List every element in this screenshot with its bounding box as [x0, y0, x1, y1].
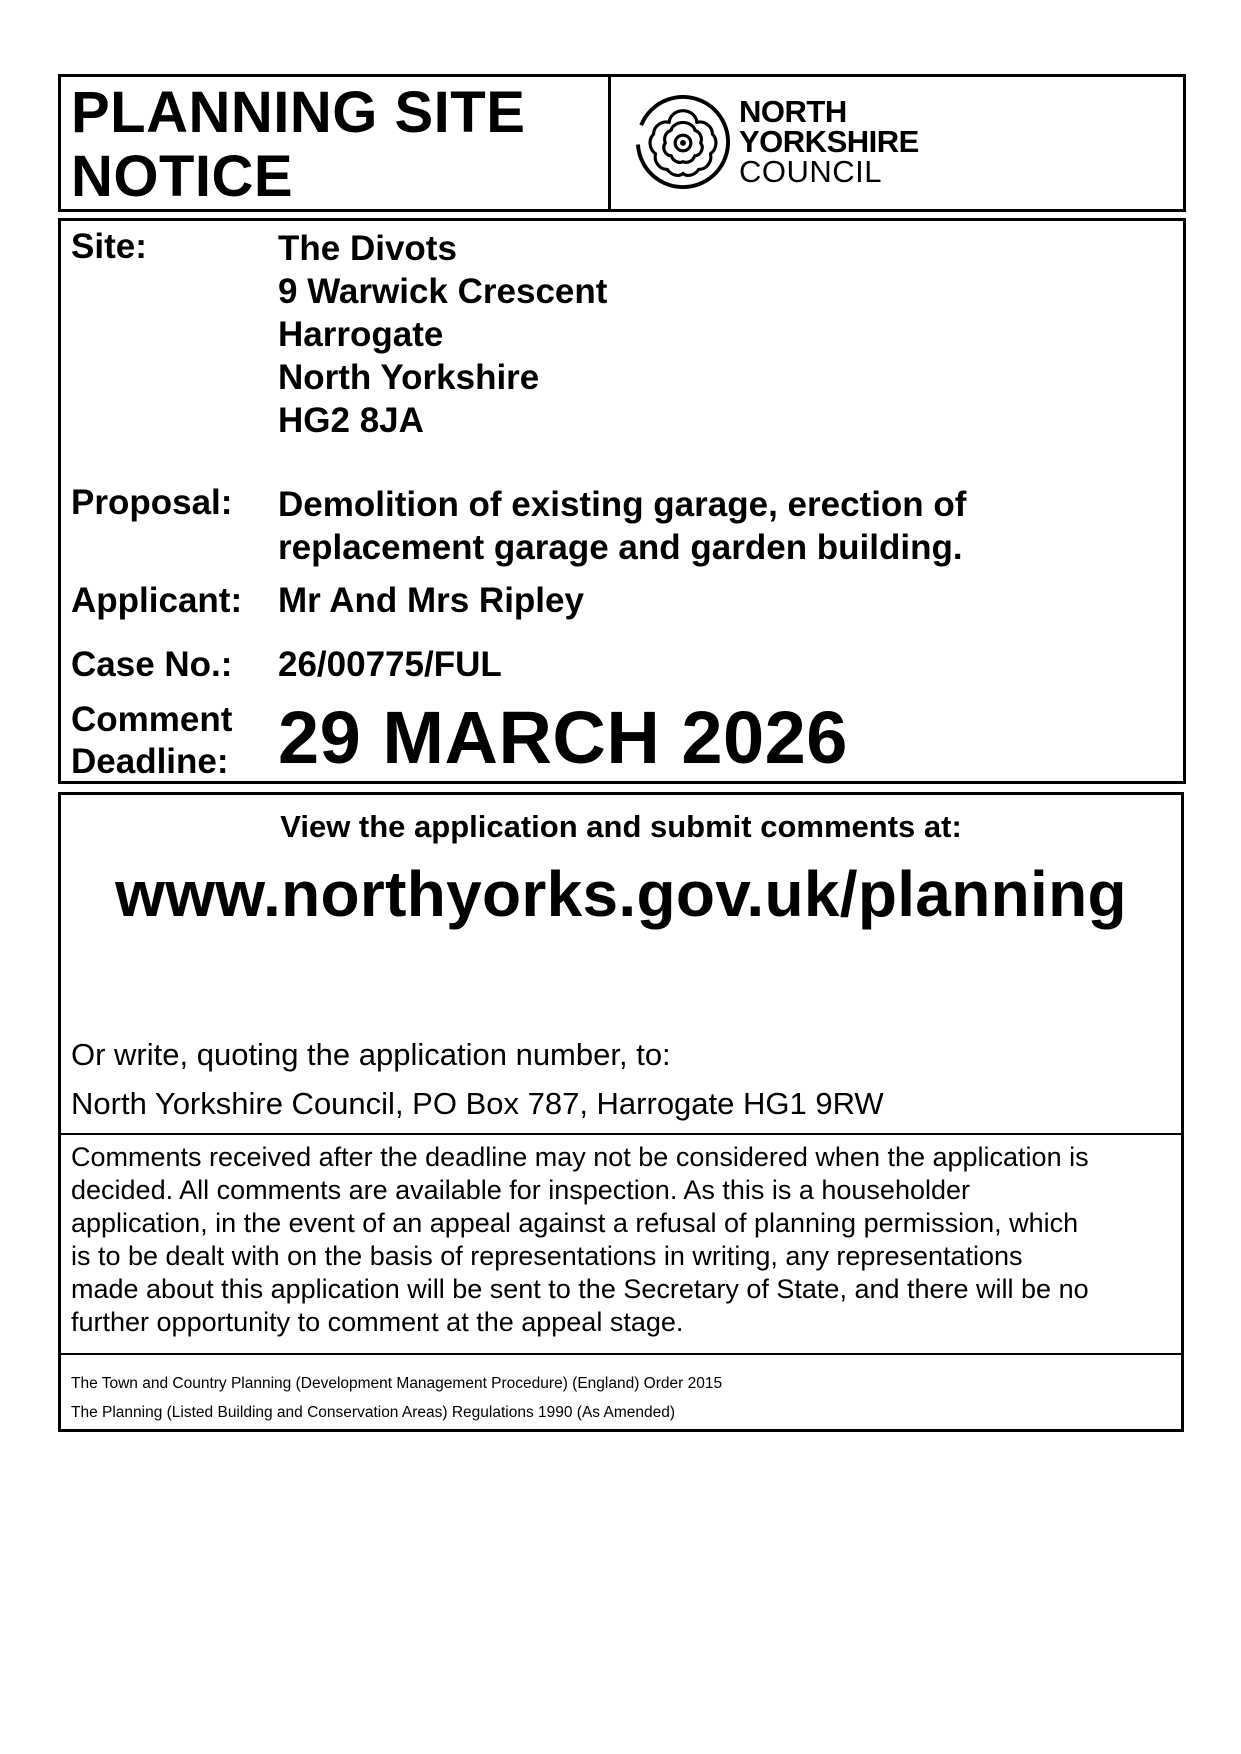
notice-header [58, 74, 1186, 212]
postal-address: North Yorkshire Council, PO Box 787, Harrogate HG1 9RW [71, 1086, 884, 1121]
view-application-heading: View the application and submit comments at: [280, 809, 962, 844]
title-line: PLANNING SITE [71, 80, 526, 145]
deadline-label [71, 699, 232, 783]
disclaimer-line: application, in the event of an appeal against a refusal of planning permission, which [71, 1208, 1079, 1238]
deadline-label-line: Deadline: [71, 742, 229, 781]
site-address-line: Harrogate [278, 315, 444, 354]
proposal-text [278, 483, 966, 569]
comments-section [58, 792, 1184, 1432]
logo-line: YORKSHIRE [739, 124, 919, 159]
header-divider [608, 77, 611, 209]
logo-wordmark [739, 94, 919, 189]
proposal-line: replacement garage and garden building. [278, 528, 963, 567]
section-divider [61, 1353, 1181, 1355]
disclaimer-line: further opportunity to comment at the appeal stage. [71, 1307, 684, 1337]
logo-line: NORTH [739, 94, 847, 129]
site-address-line: The Divots [278, 229, 457, 268]
disclaimer-line: is to be dealt with on the basis of representations in writing, any representations [71, 1241, 1023, 1271]
application-details [58, 218, 1186, 784]
planning-website-link[interactable]: www.northyorks.gov.uk/planning [115, 858, 1127, 930]
write-instruction: Or write, quoting the application number, to: [71, 1037, 671, 1072]
site-address-line: 9 Warwick Crescent [278, 272, 608, 311]
yorkshire-rose-icon [634, 93, 732, 191]
site-address [278, 227, 607, 442]
disclaimer-line: Comments received after the deadline may not be considered when the application is [71, 1142, 1089, 1172]
disclaimer-line: made about this application will be sent to the Secretary of State, and there will be no [71, 1274, 1089, 1304]
deadline-label-line: Comment [71, 700, 233, 739]
disclaimer-text [71, 1141, 1171, 1339]
case-number-value: 26/00775/FUL [278, 645, 502, 684]
legislation-line: The Planning (Listed Building and Conservation Areas) Regulations 1990 (As Amended) [71, 1404, 676, 1421]
applicant-value: Mr And Mrs Ripley [278, 581, 584, 620]
section-divider [61, 1133, 1181, 1135]
proposal-line: Demolition of existing garage, erection of [278, 485, 967, 524]
applicant-label: Applicant: [71, 581, 243, 620]
site-label: Site: [71, 227, 147, 266]
legislation-references [71, 1369, 722, 1427]
deadline-date: 29 MARCH 2026 [278, 696, 848, 779]
site-address-line: HG2 8JA [278, 401, 424, 440]
legislation-line: The Town and Country Planning (Development Management Procedure) (England) Order 2015 [71, 1375, 723, 1392]
site-address-line: North Yorkshire [278, 358, 540, 397]
proposal-label: Proposal: [71, 483, 233, 522]
council-logo [612, 77, 1186, 209]
logo-line: COUNCIL [739, 154, 883, 189]
title-line: NOTICE [71, 144, 294, 209]
disclaimer-line: decided. All comments are available for inspection. As this is a householder [71, 1175, 971, 1205]
case-number-label: Case No.: [71, 645, 233, 684]
page-title [71, 81, 525, 209]
